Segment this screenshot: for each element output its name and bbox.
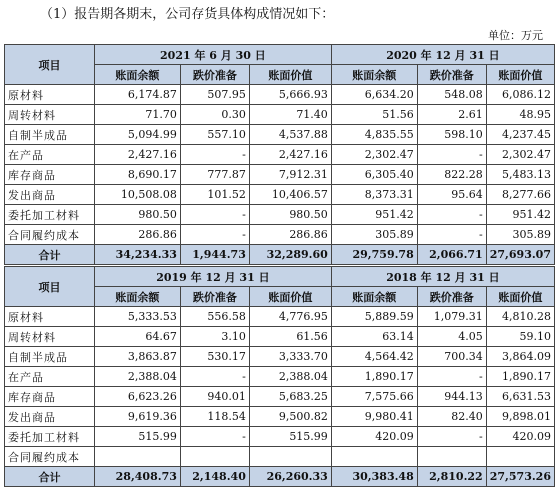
value-cell: 980.50: [249, 205, 331, 225]
value-cell: 515.99: [94, 427, 180, 447]
column-header: 账面价值: [249, 287, 331, 307]
period-header: 2020 年 12 月 31 日: [331, 45, 554, 65]
table-row: [5, 125, 555, 145]
value-cell: 5,666.93: [249, 85, 331, 105]
value-cell: 9,980.41: [331, 407, 417, 427]
value-cell: 5,094.99: [94, 125, 180, 145]
unit-label: 单位：万元: [488, 29, 543, 42]
value-cell: 10,406.57: [249, 185, 331, 205]
row-header-cell: 项目: [5, 45, 95, 85]
value-cell: 2,427.16: [249, 145, 331, 165]
value-cell: 951.42: [486, 205, 554, 225]
value-cell: -: [417, 427, 486, 447]
row-label: 周转材料: [5, 105, 95, 125]
value-cell: 940.01: [180, 387, 249, 407]
row-label: 原材料: [5, 85, 95, 105]
value-cell: 420.09: [331, 427, 417, 447]
value-cell: 1,890.17: [331, 367, 417, 387]
value-cell: 557.10: [180, 125, 249, 145]
row-label: 合同履约成本: [5, 447, 95, 467]
value-cell: 980.50: [94, 205, 180, 225]
row-label: 自制半成品: [5, 125, 95, 145]
value-cell: -: [417, 205, 486, 225]
value-cell: 71.40: [249, 105, 331, 125]
period-header: 2018 年 12 月 31 日: [331, 267, 554, 287]
value-cell: 4,776.95: [249, 307, 331, 327]
value-cell: 4,835.55: [331, 125, 417, 145]
value-cell: 63.14: [331, 327, 417, 347]
value-cell: 2,388.04: [94, 367, 180, 387]
value-cell: 777.87: [180, 165, 249, 185]
table-row: [5, 85, 555, 105]
value-cell: 5,483.13: [486, 165, 554, 185]
table-row: [5, 225, 555, 245]
value-cell: 9,898.01: [486, 407, 554, 427]
row-label: 发出商品: [5, 185, 95, 205]
column-header: 账面余额: [331, 287, 417, 307]
value-cell: -: [180, 205, 249, 225]
value-cell: 4,537.88: [249, 125, 331, 145]
value-cell: 2,427.16: [94, 145, 180, 165]
table-row: [5, 165, 555, 185]
value-cell: 2.61: [417, 105, 486, 125]
value-cell: 548.08: [417, 85, 486, 105]
column-header: 账面余额: [94, 65, 180, 85]
value-cell: [417, 447, 486, 467]
value-cell: 5,683.25: [249, 387, 331, 407]
value-cell: 61.56: [249, 327, 331, 347]
total-value-cell: 26,260.33: [249, 467, 331, 487]
value-cell: 1,079.31: [417, 307, 486, 327]
row-label: 自制半成品: [5, 347, 95, 367]
table-row: [5, 105, 555, 125]
value-cell: -: [417, 225, 486, 245]
value-cell: 9,619.36: [94, 407, 180, 427]
value-cell: 95.64: [417, 185, 486, 205]
value-cell: 59.10: [486, 327, 554, 347]
total-value-cell: 2,810.22: [417, 467, 486, 487]
value-cell: 5,333.53: [94, 307, 180, 327]
total-value-cell: 2,066.71: [417, 245, 486, 265]
value-cell: 6,623.26: [94, 387, 180, 407]
value-cell: 305.89: [331, 225, 417, 245]
total-value-cell: 27,693.07: [486, 245, 554, 265]
table-row: [5, 387, 555, 407]
value-cell: 6,086.12: [486, 85, 554, 105]
table-row: [5, 407, 555, 427]
value-cell: 1,890.17: [486, 367, 554, 387]
column-header: 跌价准备: [180, 287, 249, 307]
total-row: [5, 467, 555, 487]
column-header: 账面价值: [249, 65, 331, 85]
total-label: 合计: [5, 245, 95, 265]
value-cell: [94, 447, 180, 467]
table-row: [5, 205, 555, 225]
value-cell: 3,863.87: [94, 347, 180, 367]
value-cell: -: [417, 145, 486, 165]
row-label: 发出商品: [5, 407, 95, 427]
value-cell: 3.10: [180, 327, 249, 347]
value-cell: 51.56: [331, 105, 417, 125]
value-cell: 420.09: [486, 427, 554, 447]
value-cell: 82.40: [417, 407, 486, 427]
table-row: [5, 327, 555, 347]
value-cell: -: [180, 367, 249, 387]
row-label: 周转材料: [5, 327, 95, 347]
row-label: 原材料: [5, 307, 95, 327]
value-cell: 944.13: [417, 387, 486, 407]
value-cell: 8,690.17: [94, 165, 180, 185]
column-header: 账面余额: [94, 287, 180, 307]
row-label: 合同履约成本: [5, 225, 95, 245]
inventory-table-2021-2020: [4, 44, 555, 265]
value-cell: 2,302.47: [486, 145, 554, 165]
value-cell: 4,564.42: [331, 347, 417, 367]
total-value-cell: 30,383.48: [331, 467, 417, 487]
value-cell: 4.05: [417, 327, 486, 347]
value-cell: 6,305.40: [331, 165, 417, 185]
value-cell: 515.99: [249, 427, 331, 447]
value-cell: 7,912.31: [249, 165, 331, 185]
value-cell: 9,500.82: [249, 407, 331, 427]
value-cell: 6,634.20: [331, 85, 417, 105]
value-cell: 4,237.45: [486, 125, 554, 145]
value-cell: 3,333.70: [249, 347, 331, 367]
value-cell: 101.52: [180, 185, 249, 205]
value-cell: 507.95: [180, 85, 249, 105]
table-row: [5, 427, 555, 447]
total-value-cell: 28,408.73: [94, 467, 180, 487]
value-cell: -: [180, 145, 249, 165]
value-cell: -: [180, 225, 249, 245]
value-cell: 3,864.09: [486, 347, 554, 367]
total-value-cell: 27,573.26: [486, 467, 554, 487]
value-cell: 598.10: [417, 125, 486, 145]
value-cell: 48.95: [486, 105, 554, 125]
value-cell: 8,373.31: [331, 185, 417, 205]
total-value-cell: 1,944.73: [180, 245, 249, 265]
total-label: 合计: [5, 467, 95, 487]
table-row: [5, 447, 555, 467]
row-label: 委托加工材料: [5, 205, 95, 225]
table-row: [5, 307, 555, 327]
value-cell: 951.42: [331, 205, 417, 225]
column-header: 账面价值: [486, 287, 554, 307]
value-cell: 6,174.87: [94, 85, 180, 105]
total-value-cell: 32,289.60: [249, 245, 331, 265]
period-header: 2021 年 6 月 30 日: [94, 45, 331, 65]
column-header: 账面余额: [331, 65, 417, 85]
value-cell: 700.34: [417, 347, 486, 367]
row-header-cell: 项目: [5, 267, 95, 307]
table-row: [5, 347, 555, 367]
row-label: 库存商品: [5, 387, 95, 407]
total-value-cell: 2,148.40: [180, 467, 249, 487]
value-cell: 2,388.04: [249, 367, 331, 387]
value-cell: [331, 447, 417, 467]
column-header: 账面价值: [486, 65, 554, 85]
value-cell: 71.70: [94, 105, 180, 125]
value-cell: 822.28: [417, 165, 486, 185]
value-cell: 6,631.53: [486, 387, 554, 407]
value-cell: 0.30: [180, 105, 249, 125]
value-cell: 556.58: [180, 307, 249, 327]
value-cell: 530.17: [180, 347, 249, 367]
value-cell: 286.86: [94, 225, 180, 245]
row-label: 在产品: [5, 367, 95, 387]
value-cell: 4,810.28: [486, 307, 554, 327]
value-cell: [249, 447, 331, 467]
column-header: 跌价准备: [417, 65, 486, 85]
value-cell: -: [417, 367, 486, 387]
column-header: 跌价准备: [180, 65, 249, 85]
value-cell: 64.67: [94, 327, 180, 347]
value-cell: 286.86: [249, 225, 331, 245]
value-cell: 305.89: [486, 225, 554, 245]
value-cell: [180, 447, 249, 467]
total-row: [5, 245, 555, 265]
row-label: 在产品: [5, 145, 95, 165]
total-value-cell: 34,234.33: [94, 245, 180, 265]
value-cell: 8,277.66: [486, 185, 554, 205]
intro-paragraph: （1）报告期各期末，公司存货具体构成情况如下：: [40, 7, 335, 22]
value-cell: 5,889.59: [331, 307, 417, 327]
table-row: [5, 185, 555, 205]
row-label: 委托加工材料: [5, 427, 95, 447]
inventory-table-2019-2018: [4, 266, 555, 487]
value-cell: [486, 447, 554, 467]
value-cell: 118.54: [180, 407, 249, 427]
total-value-cell: 29,759.78: [331, 245, 417, 265]
row-label: 库存商品: [5, 165, 95, 185]
table-row: [5, 145, 555, 165]
table-row: [5, 367, 555, 387]
value-cell: 10,508.08: [94, 185, 180, 205]
value-cell: 7,575.66: [331, 387, 417, 407]
value-cell: -: [180, 427, 249, 447]
period-header: 2019 年 12 月 31 日: [94, 267, 331, 287]
value-cell: 2,302.47: [331, 145, 417, 165]
column-header: 跌价准备: [417, 287, 486, 307]
